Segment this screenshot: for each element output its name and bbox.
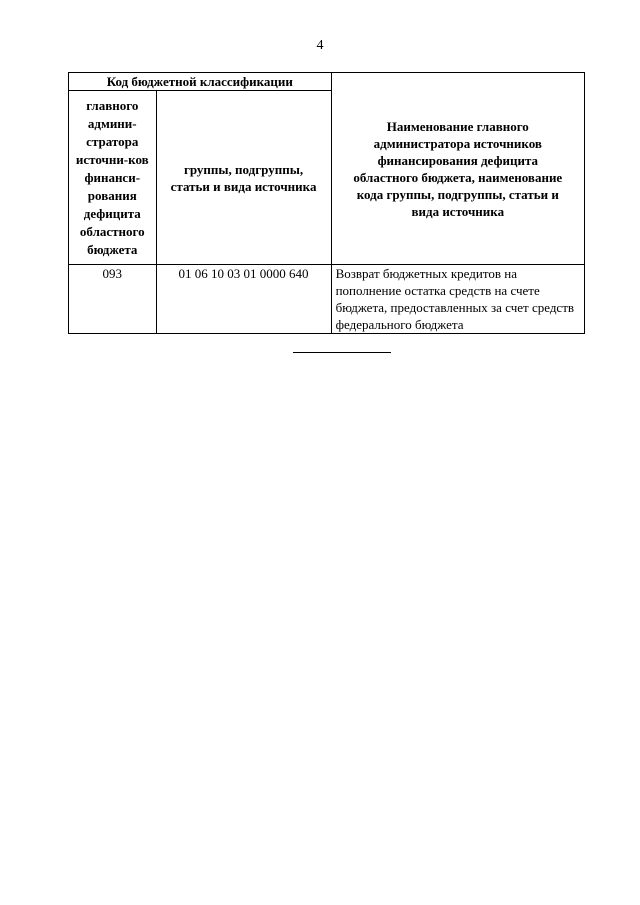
header-budget-classification-code: Код бюджетной классификации <box>69 73 332 91</box>
cell-admin-code: 093 <box>69 265 157 334</box>
table-row <box>69 265 585 334</box>
budget-classification-table <box>68 72 585 334</box>
page-number: 4 <box>316 38 324 53</box>
cell-source-name: Возврат бюджетных кредитов на пополнение остатка средств на счете бюджета, предоставленных за счет средств федерального бюджета <box>331 265 584 334</box>
header-group-subgroup: группы, подгруппы, статьи и вида источника <box>156 91 331 265</box>
table-header-row-main <box>69 73 585 91</box>
header-chief-administrator-text: главного админи-стратора источни-ков финанси-рования дефицита областного бюджета <box>75 97 149 257</box>
end-divider-line <box>293 352 391 353</box>
header-administrator-name: Наименование главного администратора источников финансирования дефицита областного бюджета, наименование кода группы, подгруппы, статьи и вида источника <box>331 73 584 265</box>
header-chief-administrator <box>69 91 157 265</box>
cell-source-code: 01 06 10 03 01 0000 640 <box>156 265 331 334</box>
